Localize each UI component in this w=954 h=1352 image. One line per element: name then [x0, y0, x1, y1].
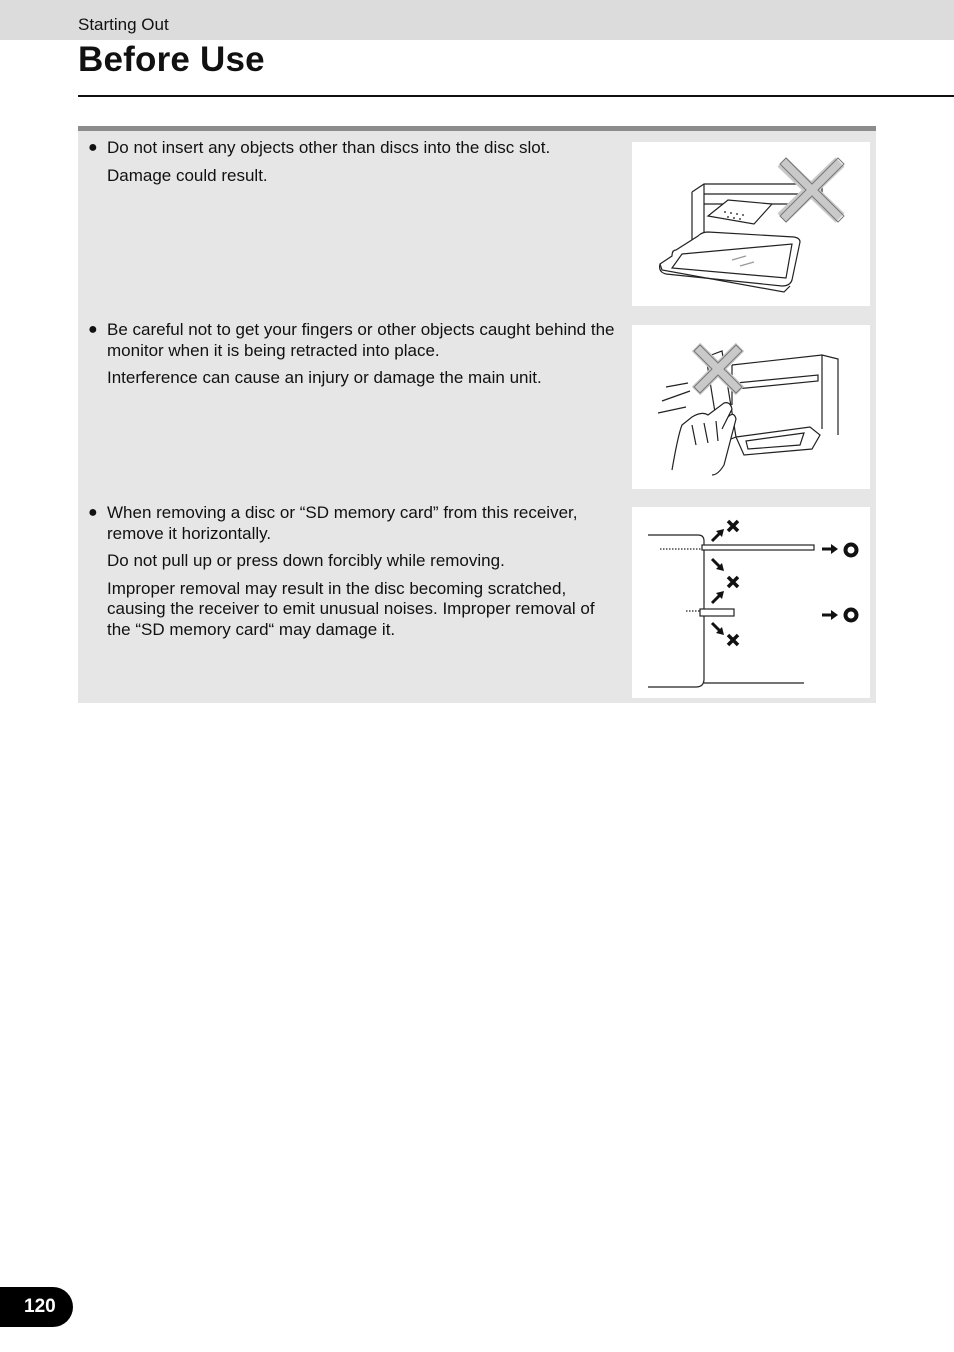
caution-paragraph: Improper removal may result in the disc becoming scratched, causing the receiver to emit unusual noises. Improper removal of the “SD memory card“ may damage it. [107, 578, 595, 639]
caution-paragraph: Do not pull up or press down forcibly while removing. [107, 551, 505, 570]
page-number: 120 [24, 1296, 56, 1317]
caution-box [78, 126, 876, 703]
caution-paragraph: Be careful not to get your fingers or other objects caught behind the monitor when it is being retracted into place. [107, 320, 615, 360]
finger-caught-behind-monitor-illustration [632, 325, 870, 489]
caution-item [78, 314, 876, 494]
caution-paragraph: When removing a disc or “SD memory card” from this receiver, remove it horizontally. [107, 503, 578, 543]
caution-text [107, 503, 617, 647]
caution-paragraph: Do not insert any objects other than discs into the disc slot. [107, 138, 551, 157]
caution-paragraph: Damage could result. [107, 165, 268, 185]
title-rule [78, 95, 954, 97]
horizontal-removal-diagram [632, 507, 870, 698]
bullet-icon: ● [88, 139, 98, 156]
caution-item [78, 131, 876, 311]
caution-item [78, 497, 876, 703]
caution-paragraph: Interference can cause an injury or damage the main unit. [107, 368, 542, 387]
page-title: Before Use [78, 40, 265, 79]
section-label: Starting Out [78, 15, 169, 34]
caution-text [107, 138, 617, 193]
no-foreign-objects-in-disc-slot-illustration [632, 142, 870, 306]
caution-text [107, 320, 617, 396]
bullet-icon: ● [88, 504, 98, 521]
page-number-tab [0, 1287, 73, 1327]
bullet-icon: ● [88, 321, 98, 338]
